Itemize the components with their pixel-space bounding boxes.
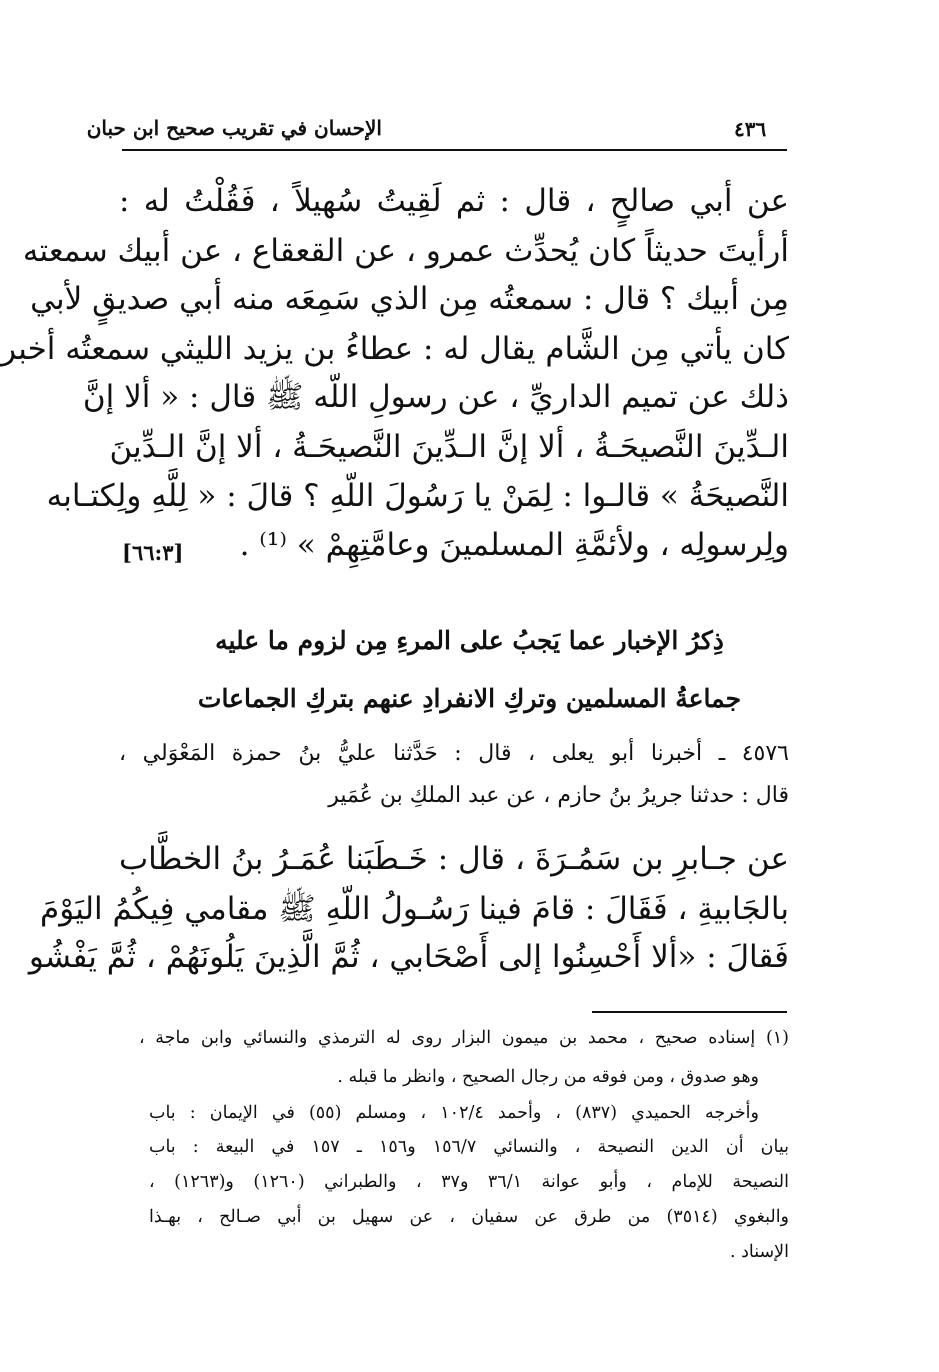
footnote-line: وأخرجه الحميدي (٨٣٧) ، وأحمد ١٠٢/٤ ، ومسلم (٥٥) في الإيمان : باب [149,1103,759,1123]
hadith-text-line: أرأيتَ حديثاً كان يُحدِّث عمرو ، عن القعقاع ، عن أبيك سمعته [22,233,789,269]
footnote-line: بيان أن الدين النصيحة ، والنسائي ١٥٦/٧ و١٥٦ ـ ١٥٧ في البيعة : باب [149,1137,789,1157]
hadith-text-line: ولِرسولِه ، ولأئمَّةِ المسلمينَ وعامَّتِهِمْ » ⁽¹⁾ . [239,527,789,563]
isnad-line: ٤٥٧٦ ـ أخبرنا أبو يعلى ، قال : حَدَّثنا عليُّ بنُ حمزة المَعْوَلي ، [119,741,789,766]
hadith-text-line: الـدِّينَ النَّصيحَـةُ ، ألا إنَّ الـدِّينَ النَّصيحَـةُ ، ألا إنَّ الـدِّينَ [109,429,789,465]
footnote-line: وهو صدوق ، ومن فوقه من رجال الصحيح ، وانظر ما قبله . [337,1067,759,1087]
hadith-text-line: بالجَابيةِ ، فَقَالَ : قامَ فينا رَسُـولُ اللّهِ ﷺ مقامي فِيكُمُ اليَوْمَ [40,891,789,927]
footnote-line: النصيحة للإمام ، وأبو عوانة ٣٦/١ و٣٧ ، والطبراني (١٢٦٠) و(١٢٦٣) ، [149,1172,789,1192]
hadith-text-line: النَّصيحَةُ » قالـوا : لِمَنْ يا رَسُولَ اللّهِ ؟ قالَ : « لِلَّهِ ولِكتـابه [46,478,789,514]
footnote-line: والبغوي (٣٥١٤) من طرق عن سفيان ، عن سهيل بن أبي صـالح ، بهـذا [149,1207,790,1227]
page-number: ٤٣٦ [734,117,767,141]
hadith-text-line: كان يأتي مِن الشَّام يقال له : عطاءُ بن يزيد الليثي سمعتُه أخبر [1,331,789,367]
running-header-title: الإحسان في تقريب صحيح ابن حبان [86,116,382,140]
hadith-text-line: ذلك عن تميم الداريِّ ، عن رسولِ اللّه ﷺ قال : « ألا إنَّ [82,379,789,415]
header-rule [122,149,787,151]
chapter-heading-line-2: جماعةُ المسلمين وتركِ الانفرادِ عنهم بتركِ الجماعات [197,684,742,713]
footnote-separator [592,1011,787,1013]
hadith-text-line: فَقالَ : «ألا أَحْسِنُوا إلى أَصْحَابي ، ثُمَّ الَّذِينَ يَلُونَهُمْ ، ثُمَّ يَفْشُو [28,939,789,975]
footnote-line: الإسناد . [729,1242,789,1262]
hadith-text-line: عن أبي صالحٍ ، قال : ثم لَقِيتُ سُهيلاً ، فَقُلْتُ له : [119,183,789,219]
isnad-line: قال : حدثنا جريرُ بنُ حازم ، عن عبد الملكِ بن عُمَير [328,783,789,808]
footnote-line: (١) إسناده صحيح ، محمد بن ميمون البزار روى له الترمذي والنسائي وابن ماجة ، [139,1028,789,1048]
hadith-text-line: مِن أبيك ؟ قال : سمعتُه مِن الذي سَمِعَه منه أبي صديقٍ لأبي [30,281,789,317]
volume-reference: [٦٦:٣] [122,540,184,565]
chapter-heading-line-1: ذِكرُ الإخبار عما يَجبُ على المرءِ مِن لزوم ما عليه [215,626,724,655]
hadith-text-line: عن جـابرِ بن سَمُـرَةَ ، قال : خَـطَبَنا عُمَـرُ بنُ الخطَّاب [119,841,789,877]
